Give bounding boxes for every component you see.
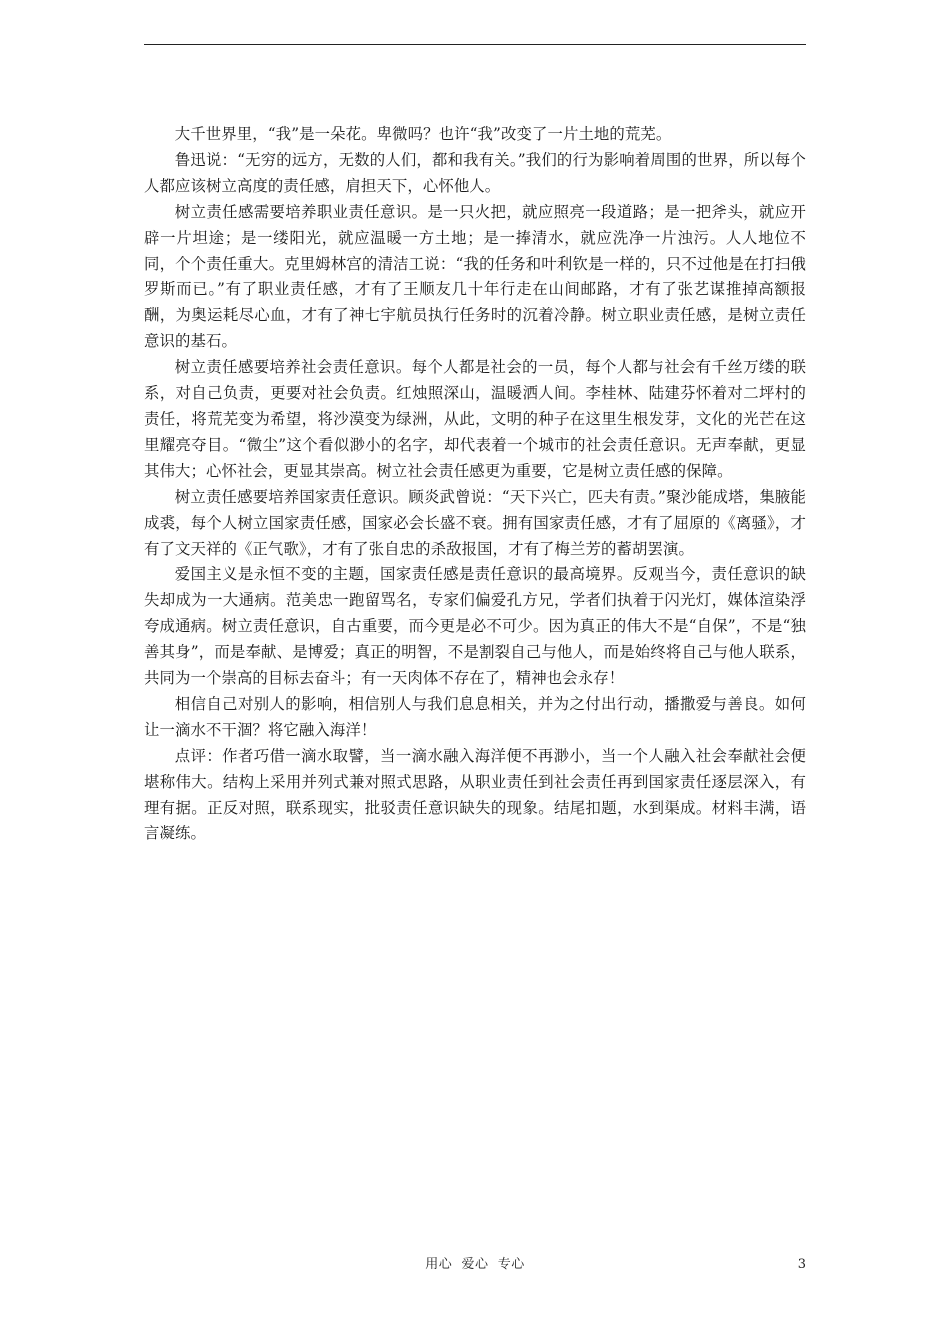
paragraph-intro: 大千世界里，“我”是一朵花。卑微吗？也许“我”改变了一片土地的荒芜。 (174, 125, 672, 143)
paragraph-social-responsibility: 树立责任感要培养社会责任意识。每个人都是社会的一员，每个人都与社会有千丝万缕的联系，对自己负责，更要对社会负责。红烛照深山，温暖洒人间。李桂林、陆建芬怀着对二坪村的责任，将荒芜变为希望，将沙漠变为绿洲，从此，文明的种子在这里生根发芽，文化的光芒在这里耀亮夺目。“微尘”这个看似渺小的名字，却代表着一个城市的社会责任意识。无声奉献，更显其伟大；心怀社会，更显其崇高。树立社会责任感更为重要，它是树立责任感的保障。 (144, 358, 806, 480)
header-rule (144, 44, 806, 45)
page-number: 3 (797, 1257, 806, 1272)
paragraph-professional-responsibility: 树立责任感需要培养职业责任意识。是一只火把，就应照亮一段道路；是一把斧头，就应开辟一片坦途；是一缕阳光，就应温暖一方土地；是一捧清水，就应洗净一片浊污。人人地位不同，个个责任重大。克里姆林宫的清洁工说：“我的任务和叶利钦是一样的，只不过他是在打扫俄罗斯而已。”有了职业责任感，才有了王顺友几十年行走在山间邮路，才有了张艺谋推掉高额报酬，为奥运耗尽心血，才有了神七宇航员执行任务时的沉着冷静。树立职业责任感，是树立责任意识的基石。 (144, 202, 806, 351)
paragraph-conclusion: 相信自己对别人的影响，相信别人与我们息息相关，并为之付出行动，播撒爱与善良。如何让一滴水不干涸？将它融入海洋！ (144, 694, 806, 739)
paragraph-commentary: 点评：作者巧借一滴水取譬，当一滴水融入海洋便不再渺小，当一个人融入社会奉献社会便堪称伟大。结构上采用并列式兼对照式思路，从职业责任到社会责任再到国家责任逐层深入，有理有据。正反对照，联系现实，批驳责任意识缺失的现象。结尾扣题，水到渠成。材料丰满，语言凝练。 (144, 746, 806, 843)
paragraph-patriotism: 爱国主义是永恒不变的主题，国家责任感是责任意识的最高境界。反观当今，责任意识的缺失却成为一大通病。范美忠一跑留骂名，专家们偏爱孔方兄，学者们执着于闪光灯，媒体渲染浮夸成通病。树立责任意识，自古重要，而今更是必不可少。因为真正的伟大不是“自保”，不是“独善其身”，而是奉献、是博爱；真正的明智，不是割裂自己与他人，而是始终将自己与他人联系，共同为一个崇高的目标去奋斗；有一天肉体不存在了，精神也会永存！ (144, 565, 806, 688)
footer-motto: 用心 爱心 专心 (425, 1257, 525, 1272)
paragraph-lu-xun-quote: 鲁迅说：“无穷的远方，无数的人们，都和我有关。”我们的行为影响着周围的世界，所以每个人都应该树立高度的责任感，肩担天下，心怀他人。 (144, 150, 806, 195)
article-body (144, 122, 806, 847)
paragraph-national-responsibility: 树立责任感要培养国家责任意识。顾炎武曾说：“天下兴亡，匹夫有责。”聚沙能成塔，集腋能成裘，每个人树立国家责任感，国家必会长盛不衰。拥有国家责任感，才有了屈原的《离骚》，才有了文天祥的《正气歌》，才有了张自忠的杀敌报国，才有了梅兰芳的蓄胡罢演。 (144, 487, 806, 558)
